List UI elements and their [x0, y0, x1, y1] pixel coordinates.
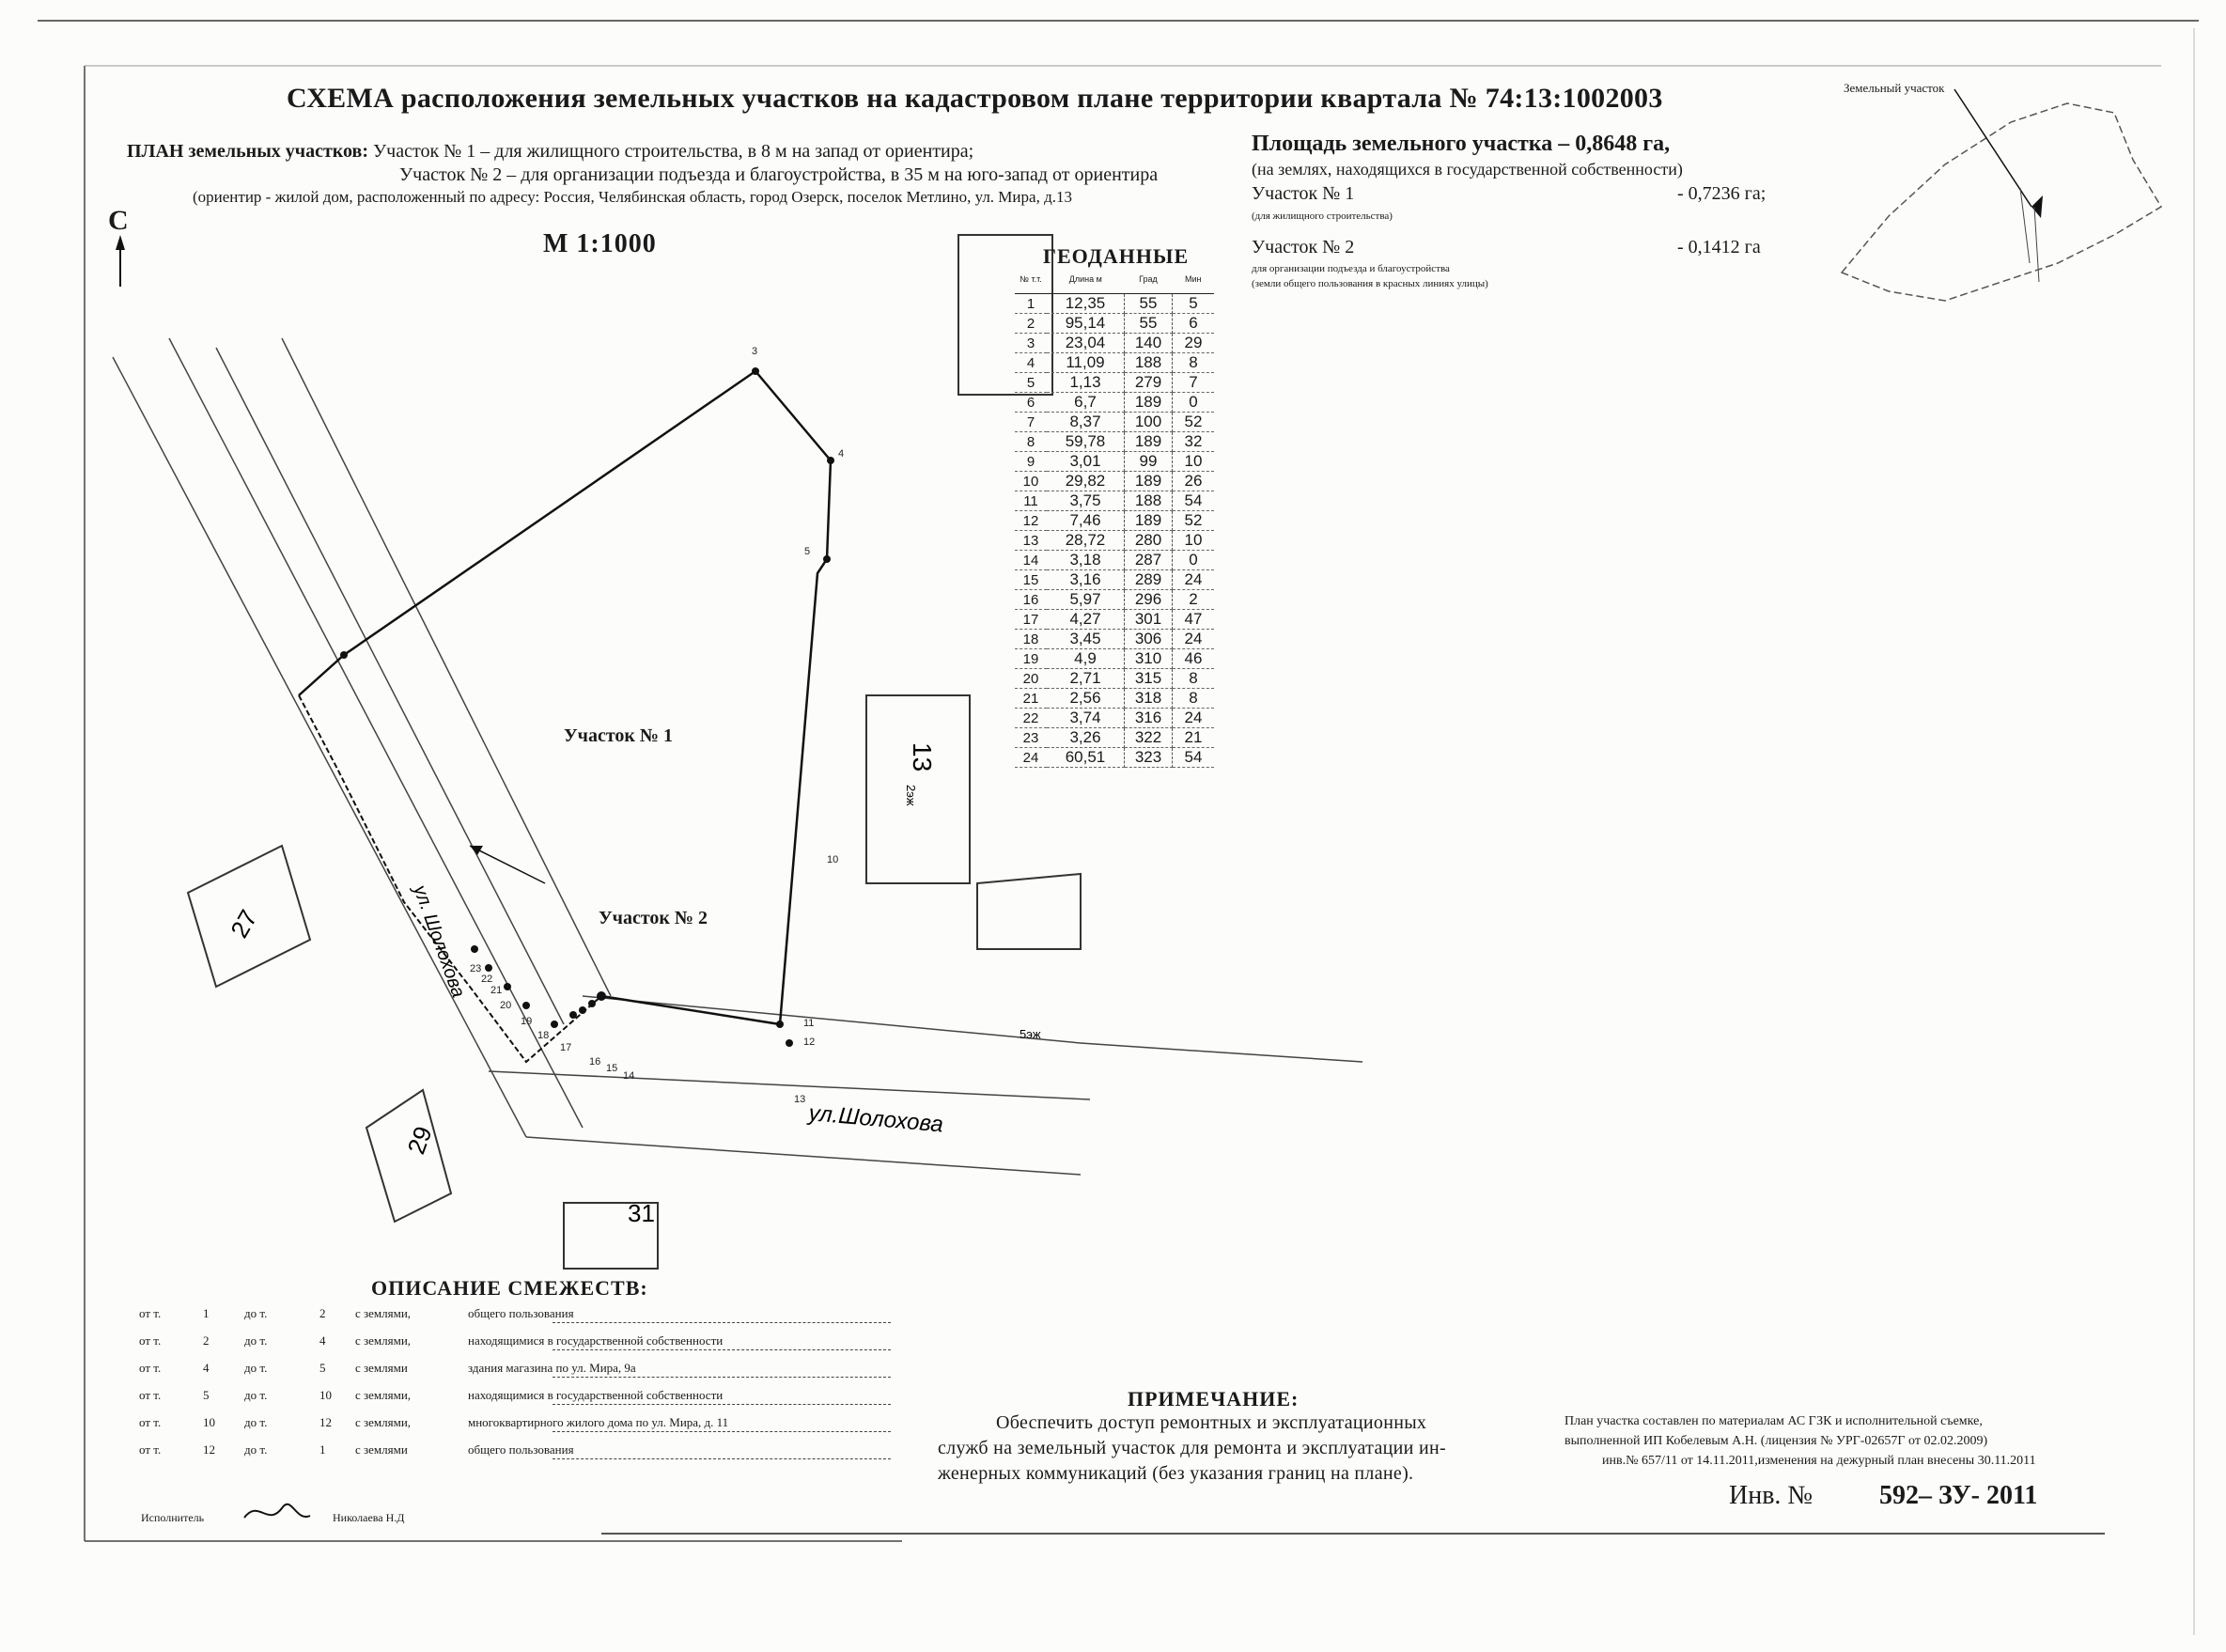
geodata-cell-point: 22 — [1015, 709, 1047, 728]
geodata-cell-minutes: 46 — [1173, 649, 1215, 669]
geodata-cell-length: 23,04 — [1047, 334, 1125, 353]
adjacency-from: 2 — [203, 1333, 210, 1348]
adjacency-underline — [553, 1404, 891, 1405]
geodata-cell-minutes: 26 — [1173, 472, 1215, 491]
geodata-cell-minutes: 8 — [1173, 689, 1215, 709]
geodata-cell-minutes: 2 — [1173, 590, 1215, 610]
adjacency-row — [139, 1382, 891, 1407]
geodata-header-length: Длина м — [1047, 265, 1125, 294]
plan-line-3: (ориентир - жилой дом, расположенный по адресу: Россия, Челябинская область, город Озерск, поселок Метлино, ул. Мира, д.13 — [193, 188, 1072, 206]
adjacency-from-label: от т. — [139, 1333, 162, 1348]
floors-2-label: 2эж — [904, 785, 918, 806]
geodata-cell-degrees: 279 — [1125, 373, 1173, 393]
plot1-boundary — [299, 371, 831, 1024]
geodata-cell-length: 2,56 — [1047, 689, 1125, 709]
point-17: 17 — [560, 1042, 572, 1053]
geodata-cell-length: 6,7 — [1047, 393, 1125, 413]
street-name-diagonal: ул. Шолохова — [409, 882, 469, 1001]
note-title: ПРИМЕЧАНИЕ: — [1128, 1387, 1300, 1410]
adjacency-row — [139, 1328, 891, 1352]
geodata-cell-degrees: 322 — [1125, 728, 1173, 748]
geodata-cell-point: 21 — [1015, 689, 1047, 709]
geodata-cell-length: 60,51 — [1047, 748, 1125, 768]
note-line-2: служб на земельный участок для ремонта и эксплуатации ин- — [938, 1438, 1446, 1458]
adjacency-from-label: от т. — [139, 1361, 162, 1375]
adjacency-to: 4 — [319, 1333, 326, 1348]
area-plot1-label: Участок № 1 — [1252, 183, 1355, 204]
adjacency-title: ОПИСАНИЕ СМЕЖЕСТВ: — [371, 1276, 648, 1300]
geodata-cell-minutes: 29 — [1173, 334, 1215, 353]
note-line-1: Обеспечить доступ ремонтных и эксплуатационных — [996, 1412, 1427, 1433]
prepared-line-3: инв.№ 657/11 от 14.11.2011,изменения на дежурный план внесены 30.11.2011 — [1602, 1454, 2036, 1468]
geodata-cell-point: 23 — [1015, 728, 1047, 748]
area-plot2-label: Участок № 2 — [1252, 237, 1355, 257]
geodata-cell-point: 12 — [1015, 511, 1047, 531]
geodata-cell-degrees: 316 — [1125, 709, 1173, 728]
point-21: 21 — [490, 985, 503, 996]
geodata-cell-minutes: 52 — [1173, 511, 1215, 531]
point-3: 3 — [752, 346, 758, 357]
geodata-row — [1015, 353, 1214, 373]
geodata-header-degrees: Град — [1125, 265, 1173, 294]
point-15: 15 — [606, 1063, 618, 1074]
point-18: 18 — [537, 1030, 550, 1041]
geodata-cell-minutes: 47 — [1173, 610, 1215, 630]
geodata-cell-minutes: 5 — [1173, 294, 1215, 314]
adjacency-underline — [553, 1431, 891, 1432]
geodata-cell-minutes: 8 — [1173, 669, 1215, 689]
geodata-cell-length: 4,27 — [1047, 610, 1125, 630]
geodata-row — [1015, 334, 1214, 353]
geodata-row — [1015, 610, 1214, 630]
geodata-cell-point: 7 — [1015, 413, 1047, 432]
adjacency-underline — [553, 1349, 891, 1350]
geodata-cell-degrees: 140 — [1125, 334, 1173, 353]
adjacency-from: 10 — [203, 1415, 215, 1429]
area-subtitle: (на землях, находящихся в государственной собственности) — [1252, 160, 1683, 179]
geodata-body — [1015, 294, 1214, 768]
geodata-cell-length: 3,16 — [1047, 570, 1125, 590]
floors-5-label: 5эж — [1020, 1027, 1041, 1041]
adjacency-row — [139, 1437, 891, 1461]
geodata-cell-point: 18 — [1015, 630, 1047, 649]
geodata-cell-minutes: 0 — [1173, 393, 1215, 413]
geodata-cell-length: 11,09 — [1047, 353, 1125, 373]
point-4: 4 — [838, 448, 845, 460]
geodata-row — [1015, 551, 1214, 570]
adjacency-to-label: до т. — [244, 1388, 268, 1402]
geodata-cell-length: 12,35 — [1047, 294, 1125, 314]
geodata-cell-point: 20 — [1015, 669, 1047, 689]
geodata-row — [1015, 531, 1214, 551]
geodata-cell-point: 24 — [1015, 748, 1047, 768]
area-plot2-note-2: (земли общего пользования в красных линиях улицы) — [1252, 278, 1488, 289]
point-5: 5 — [804, 546, 811, 557]
geodata-cell-length: 95,14 — [1047, 314, 1125, 334]
geodata-cell-degrees: 310 — [1125, 649, 1173, 669]
plot1-label: Участок № 1 — [564, 725, 674, 746]
geodata-cell-minutes: 24 — [1173, 709, 1215, 728]
geodata-row — [1015, 393, 1214, 413]
geodata-cell-minutes: 24 — [1173, 570, 1215, 590]
prepared-line-1: План участка составлен по материалам АС ГЗК и исполнительной съемке, — [1564, 1414, 1983, 1428]
geodata-header-point: № т.т. — [1015, 265, 1047, 294]
point-22: 22 — [481, 974, 493, 985]
plot2-label: Участок № 2 — [599, 908, 708, 928]
geodata-cell-degrees: 55 — [1125, 314, 1173, 334]
geodata-cell-degrees: 55 — [1125, 294, 1173, 314]
area-plot1-value: - 0,7236 га; — [1677, 183, 1767, 204]
geodata-row — [1015, 728, 1214, 748]
plan-line-2: Участок № 2 – для организации подъезда и благоустройства, в 35 м на юго-запад от ориентира — [399, 164, 1159, 185]
geodata-row — [1015, 709, 1214, 728]
geodata-cell-length: 28,72 — [1047, 531, 1125, 551]
geodata-cell-point: 11 — [1015, 491, 1047, 511]
geodata-cell-degrees: 315 — [1125, 669, 1173, 689]
plot2-boundary — [299, 695, 601, 1062]
geodata-row — [1015, 511, 1214, 531]
geodata-row — [1015, 413, 1214, 432]
adjacency-row — [139, 1410, 891, 1434]
geodata-row — [1015, 630, 1214, 649]
geodata-cell-point: 10 — [1015, 472, 1047, 491]
boundary-points — [340, 367, 834, 1047]
geodata-cell-degrees: 318 — [1125, 689, 1173, 709]
geodata-row — [1015, 294, 1214, 314]
geodata-row — [1015, 432, 1214, 452]
geodata-cell-length: 3,45 — [1047, 630, 1125, 649]
adjacency-desc: находящимися в государственной собственности — [468, 1333, 724, 1348]
geodata-cell-degrees: 189 — [1125, 511, 1173, 531]
building-29 — [366, 1090, 451, 1222]
geodata-row — [1015, 452, 1214, 472]
point-11: 11 — [803, 1018, 815, 1029]
point-13: 13 — [794, 1094, 806, 1105]
geodata-cell-point: 15 — [1015, 570, 1047, 590]
geodata-cell-minutes: 10 — [1173, 531, 1215, 551]
geodata-row — [1015, 649, 1214, 669]
geodata-cell-degrees: 306 — [1125, 630, 1173, 649]
adjacency-to: 10 — [319, 1388, 332, 1402]
executor-name: Николаева Н.Д — [333, 1511, 405, 1524]
adjacency-with: с землями, — [355, 1306, 412, 1320]
geodata-cell-length: 2,71 — [1047, 669, 1125, 689]
adjacency-from-label: от т. — [139, 1415, 162, 1429]
adjacency-underline — [553, 1377, 891, 1378]
geodata-cell-point: 13 — [1015, 531, 1047, 551]
adjacency-with: с землями, — [355, 1388, 412, 1402]
geodata-cell-length: 3,75 — [1047, 491, 1125, 511]
geodata-cell-degrees: 100 — [1125, 413, 1173, 432]
road-horizontal — [489, 996, 1362, 1175]
geodata-cell-point: 8 — [1015, 432, 1047, 452]
geodata-header-minutes: Мин — [1173, 265, 1215, 294]
house-27: 27 — [225, 904, 263, 943]
geodata-cell-point: 3 — [1015, 334, 1047, 353]
area-total: Площадь земельного участка – 0,8648 га, — [1252, 132, 1671, 156]
geodata-title: ГЕОДАННЫЕ — [1043, 244, 1190, 268]
adjacency-from-label: от т. — [139, 1306, 162, 1320]
adjacency-to-label: до т. — [244, 1415, 268, 1429]
geodata-header-row — [1015, 265, 1214, 294]
adjacency-with: с землями, — [355, 1333, 412, 1348]
adjacency-with: с землями, — [355, 1415, 412, 1429]
geodata-row — [1015, 472, 1214, 491]
executor-signature — [240, 1489, 315, 1532]
note-line-3: женерных коммуникаций (без указания границ на плане). — [938, 1463, 1414, 1484]
adjacency-with: с землями — [355, 1442, 408, 1457]
geodata-cell-minutes: 52 — [1173, 413, 1215, 432]
adjacency-to-label: до т. — [244, 1361, 268, 1375]
geodata-cell-degrees: 189 — [1125, 432, 1173, 452]
document-title: СХЕМА расположения земельных участков на кадастровом плане территории квартала № 74:13:1002003 — [287, 83, 1663, 114]
geodata-row — [1015, 748, 1214, 768]
adjacency-to: 5 — [319, 1361, 326, 1375]
geodata-row — [1015, 669, 1214, 689]
adjacency-from-label: от т. — [139, 1388, 162, 1402]
point-14: 14 — [623, 1070, 635, 1082]
geodata-cell-length: 8,37 — [1047, 413, 1125, 432]
geodata-cell-length: 1,13 — [1047, 373, 1125, 393]
geodata-cell-minutes: 10 — [1173, 452, 1215, 472]
geodata-cell-minutes: 8 — [1173, 353, 1215, 373]
plan-plot1-text: Участок № 1 – для жилищного строительства, в 8 м на запад от ориентира; — [373, 141, 974, 162]
geodata-cell-degrees: 289 — [1125, 570, 1173, 590]
prepared-line-2: выполненной ИП Кобелевым А.Н. (лицензия № УРГ-02657Г от 02.02.2009) — [1564, 1434, 1988, 1448]
area-plot1-note: (для жилищного строительства) — [1252, 210, 1393, 222]
geodata-cell-minutes: 21 — [1173, 728, 1215, 748]
geodata-cell-degrees: 188 — [1125, 491, 1173, 511]
geodata-cell-point: 9 — [1015, 452, 1047, 472]
point-16: 16 — [589, 1056, 601, 1068]
adjacency-with: с землями — [355, 1361, 408, 1375]
adjacency-desc: здания магазина по ул. Мира, 9а — [468, 1361, 636, 1375]
executor-label: Исполнитель — [141, 1511, 205, 1524]
adjacency-to: 2 — [319, 1306, 326, 1320]
geodata-cell-length: 3,26 — [1047, 728, 1125, 748]
geodata-cell-length: 29,82 — [1047, 472, 1125, 491]
adjacency-to-label: до т. — [244, 1306, 268, 1320]
geodata-cell-minutes: 7 — [1173, 373, 1215, 393]
inventory-label: Инв. № — [1729, 1481, 1813, 1510]
road-diagonal — [113, 338, 611, 1137]
geodata-cell-length: 3,01 — [1047, 452, 1125, 472]
geodata-cell-length: 3,18 — [1047, 551, 1125, 570]
geodata-cell-point: 2 — [1015, 314, 1047, 334]
adjacency-from: 1 — [203, 1306, 210, 1320]
adjacency-to-label: до т. — [244, 1333, 268, 1348]
point-23: 23 — [470, 963, 482, 974]
geodata-cell-degrees: 323 — [1125, 748, 1173, 768]
inventory-number: 592– ЗУ- 2011 — [1879, 1481, 2038, 1510]
geodata-cell-minutes: 54 — [1173, 748, 1215, 768]
adjacency-underline — [553, 1458, 891, 1459]
adjacency-from-label: от т. — [139, 1442, 162, 1457]
building-5floors — [977, 874, 1081, 949]
geodata-cell-degrees: 296 — [1125, 590, 1173, 610]
geodata-cell-point: 14 — [1015, 551, 1047, 570]
geodata-row — [1015, 373, 1214, 393]
geodata-row — [1015, 491, 1214, 511]
adjacency-row — [139, 1355, 891, 1379]
geodata-cell-degrees: 301 — [1125, 610, 1173, 630]
adjacency-to-label: до т. — [244, 1442, 268, 1457]
geodata-cell-degrees: 189 — [1125, 472, 1173, 491]
geodata-cell-point: 16 — [1015, 590, 1047, 610]
geodata-cell-point: 1 — [1015, 294, 1047, 314]
geodata-cell-minutes: 32 — [1173, 432, 1215, 452]
geodata-cell-point: 17 — [1015, 610, 1047, 630]
adjacency-from: 5 — [203, 1388, 210, 1402]
adjacency-from: 12 — [203, 1442, 215, 1457]
geodata-cell-length: 59,78 — [1047, 432, 1125, 452]
geodata-cell-degrees: 188 — [1125, 353, 1173, 373]
geodata-cell-minutes: 54 — [1173, 491, 1215, 511]
adjacency-to: 12 — [319, 1415, 332, 1429]
geodata-table — [1015, 265, 1214, 768]
geodata-cell-degrees: 287 — [1125, 551, 1173, 570]
geodata-cell-point: 19 — [1015, 649, 1047, 669]
geodata-cell-minutes: 6 — [1173, 314, 1215, 334]
map-scale: М 1:1000 — [543, 229, 657, 258]
area-plot2-note-1: для организации подъезда и благоустройства — [1252, 263, 1450, 274]
adjacency-row — [139, 1301, 891, 1325]
adjacency-desc: находящимися в государственной собственности — [468, 1388, 724, 1402]
geodata-cell-length: 4,9 — [1047, 649, 1125, 669]
adjacency-desc: общего пользования — [468, 1442, 574, 1457]
inset-label: Земельный участок — [1844, 81, 1945, 95]
geodata-cell-length: 5,97 — [1047, 590, 1125, 610]
adjacency-to: 1 — [319, 1442, 326, 1457]
geodata-cell-minutes: 0 — [1173, 551, 1215, 570]
geodata-cell-degrees: 99 — [1125, 452, 1173, 472]
adjacency-from: 4 — [203, 1361, 210, 1375]
adjacency-desc: общего пользования — [468, 1306, 574, 1320]
street-name-horizontal: ул.Шолохова — [807, 1100, 944, 1138]
geodata-row — [1015, 570, 1214, 590]
geodata-cell-degrees: 189 — [1125, 393, 1173, 413]
adjacency-desc: многоквартирного жилого дома по ул. Мира, д. 11 — [468, 1415, 729, 1429]
house-13: 13 — [908, 742, 937, 772]
north-arrowhead — [116, 235, 125, 250]
geodata-cell-degrees: 280 — [1125, 531, 1173, 551]
house-29: 29 — [401, 1122, 438, 1159]
area-plot2-value: - 0,1412 га — [1677, 237, 1761, 257]
point-12: 12 — [803, 1036, 816, 1048]
north-label: С — [108, 205, 129, 236]
geodata-row — [1015, 590, 1214, 610]
geodata-row — [1015, 314, 1214, 334]
geodata-cell-minutes: 24 — [1173, 630, 1215, 649]
geodata-cell-point: 6 — [1015, 393, 1047, 413]
point-20: 20 — [500, 1000, 512, 1011]
geodata-cell-point: 4 — [1015, 353, 1047, 373]
adjacency-underline — [553, 1322, 891, 1323]
geodata-cell-length: 3,74 — [1047, 709, 1125, 728]
geodata-cell-length: 7,46 — [1047, 511, 1125, 531]
point-19: 19 — [521, 1016, 533, 1027]
point-10: 10 — [827, 854, 839, 865]
plan-label: ПЛАН земельных участков: — [127, 141, 369, 162]
geodata-cell-point: 5 — [1015, 373, 1047, 393]
geodata-row — [1015, 689, 1214, 709]
house-31: 31 — [628, 1199, 655, 1227]
